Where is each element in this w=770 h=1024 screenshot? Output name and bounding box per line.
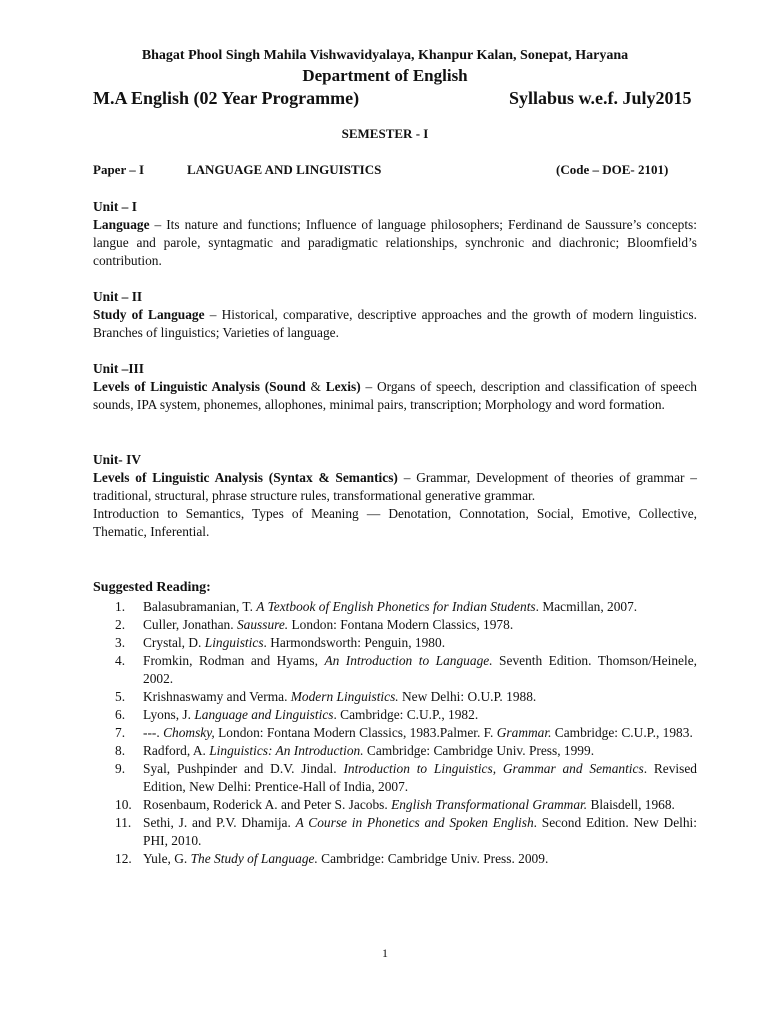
item-title: The Study of Language.: [190, 851, 318, 866]
item-publisher: London: Fontana Modern Classics, 1983.Palmer. F.: [214, 725, 497, 740]
reading-item: [93, 724, 697, 742]
item-title: A Textbook of English Phonetics for Indian Students: [256, 599, 536, 614]
item-number: 12.: [115, 851, 132, 866]
programme-title: M.A English (02 Year Programme): [93, 88, 360, 108]
reading-item: [93, 652, 697, 688]
item-publisher: . Cambridge: C.U.P., 1982.: [333, 707, 479, 722]
reading-item: [93, 688, 697, 706]
item-author: Balasubramanian, T.: [143, 599, 257, 614]
reading-item: [93, 796, 697, 814]
unit-heading: Unit –III: [93, 361, 144, 376]
unit-1: [93, 198, 697, 270]
page-number: 1: [382, 946, 388, 960]
reading-item: [93, 706, 697, 724]
item-author: Lyons, J.: [143, 707, 195, 722]
unit-topic-ampersand: &: [305, 379, 326, 394]
item-number: 10.: [115, 797, 132, 812]
item-number: 4.: [115, 653, 126, 668]
unit-topic: Language: [93, 217, 150, 232]
syllabus-date: Syllabus w.e.f. July2015: [509, 88, 692, 108]
reading-item: [93, 742, 697, 760]
unit-description: – Its nature and functions; Influence of language philosophers; Ferdinand de Saussure’s concepts: langue and parole, syntagmatic and paradigmatic relationships, synchronic and diachronic; Bloomfield’s contribution.: [93, 217, 697, 268]
item-author: Crystal, D.: [143, 635, 205, 650]
item-author: Yule, G.: [143, 851, 191, 866]
university-name: Bhagat Phool Singh Mahila Vishwavidyalaya, Khanpur Kalan, Sonepat, Haryana: [141, 48, 629, 63]
item-author: Fromkin, Rodman and Hyams,: [143, 653, 325, 668]
item-number: 9.: [115, 761, 126, 776]
unit-content: [93, 216, 697, 270]
item-number: 3.: [115, 635, 126, 650]
paper-code: (Code – DOE- 2101): [556, 162, 669, 177]
unit-heading: Unit – I: [93, 199, 137, 214]
item-title: Saussure.: [236, 617, 289, 632]
unit-topic: Levels of Linguistic Analysis (Syntax & Semantics): [93, 470, 398, 485]
unit-3: [93, 360, 697, 414]
item-publisher-2: Cambridge: C.U.P., 1983.: [551, 725, 693, 740]
item-publisher: . Revised Edition, New Delhi: Prentice-Hall of India, 2007.: [143, 761, 697, 794]
unit-content: [93, 378, 697, 414]
unit-topic: Levels of Linguistic Analysis (Sound: [93, 379, 306, 394]
unit-content: [93, 469, 697, 505]
item-number: 1.: [115, 599, 126, 614]
item-title: Linguistics: An Introduction.: [209, 743, 364, 758]
item-publisher: . Macmillan, 2007.: [535, 599, 638, 614]
item-author: ---.: [143, 725, 164, 740]
unit-description: – Grammar, Development of theories of grammar – traditional, structural, phrase structure rules, transformational generative grammar.: [93, 470, 697, 503]
unit-content: [93, 306, 697, 342]
paper-number: Paper – I: [93, 162, 145, 177]
item-number: 6.: [115, 707, 126, 722]
item-publisher: . Harmondsworth: Penguin, 1980.: [263, 635, 446, 650]
item-number: 5.: [115, 689, 126, 704]
item-title: A Course in Phonetics and Spoken English: [295, 815, 534, 830]
item-author: Radford, A.: [143, 743, 210, 758]
item-publisher: . Second Edition. New Delhi: PHI, 2010.: [143, 815, 697, 848]
item-number: 7.: [115, 725, 126, 740]
reading-item: [93, 616, 697, 634]
item-publisher: Blaisdell, 1968.: [587, 797, 675, 812]
reading-item: [93, 760, 697, 796]
item-author: Sethi, J. and P.V. Dhamija.: [143, 815, 296, 830]
unit-2: [93, 288, 697, 342]
item-publisher: New Delhi: O.U.P. 1988.: [398, 689, 537, 704]
item-title: Linguistics: [204, 635, 264, 650]
item-title-2: Grammar.: [496, 725, 552, 740]
item-number: 8.: [115, 743, 126, 758]
item-publisher: Seventh Edition. Thomson/Heinele, 2002.: [143, 653, 697, 686]
unit-description: – Organs of speech, description and classification of speech sounds, IPA system, phonemes, allophones, minimal pairs, transcription; Morphology and word formation.: [93, 379, 697, 412]
unit-topic-end: Lexis): [325, 379, 361, 394]
reading-item: [93, 850, 697, 868]
item-title: English Transformational Grammar.: [391, 797, 588, 812]
unit-description: – Historical, comparative, descriptive approaches and the growth of modern linguistics. Branches of linguistics; Varieties of language.: [93, 307, 697, 340]
suggested-reading-heading: Suggested Reading:: [93, 580, 211, 595]
item-author: Rosenbaum, Roderick A. and Peter S. Jacobs.: [143, 797, 392, 812]
paper-title: LANGUAGE AND LINGUISTICS: [187, 162, 382, 177]
reading-list: [93, 598, 697, 868]
department-name: Department of English: [302, 66, 468, 85]
item-publisher: London: Fontana Modern Classics, 1978.: [288, 617, 514, 632]
item-title: Introduction to Linguistics, Grammar and Semantics: [343, 761, 644, 776]
item-number: 11.: [115, 815, 132, 830]
item-title: Language and Linguistics: [194, 707, 334, 722]
item-author: Syal, Pushpinder and D.V. Jindal.: [143, 761, 344, 776]
unit-4: [93, 451, 697, 541]
item-title: An Introduction to Language.: [324, 653, 493, 668]
item-title: Chomsky,: [163, 725, 215, 740]
reading-item: [93, 814, 697, 850]
semester-heading: SEMESTER - I: [341, 126, 429, 141]
reading-item: [93, 634, 697, 652]
unit-heading: Unit – II: [93, 289, 143, 304]
item-publisher: Cambridge: Cambridge Univ. Press. 2009.: [317, 851, 549, 866]
unit-content-extra: Introduction to Semantics, Types of Meaning — Denotation, Connotation, Social, Emotive, Collective, Thematic, Inferential.: [93, 506, 697, 539]
item-author: Krishnaswamy and Verma.: [143, 689, 291, 704]
unit-heading: Unit- IV: [93, 452, 141, 467]
item-number: 2.: [115, 617, 126, 632]
unit-topic: Study of Language: [93, 307, 205, 322]
item-publisher: Cambridge: Cambridge Univ. Press, 1999.: [363, 743, 595, 758]
item-title: Modern Linguistics.: [290, 689, 399, 704]
item-author: Culler, Jonathan.: [143, 617, 237, 632]
reading-item: [93, 598, 697, 616]
